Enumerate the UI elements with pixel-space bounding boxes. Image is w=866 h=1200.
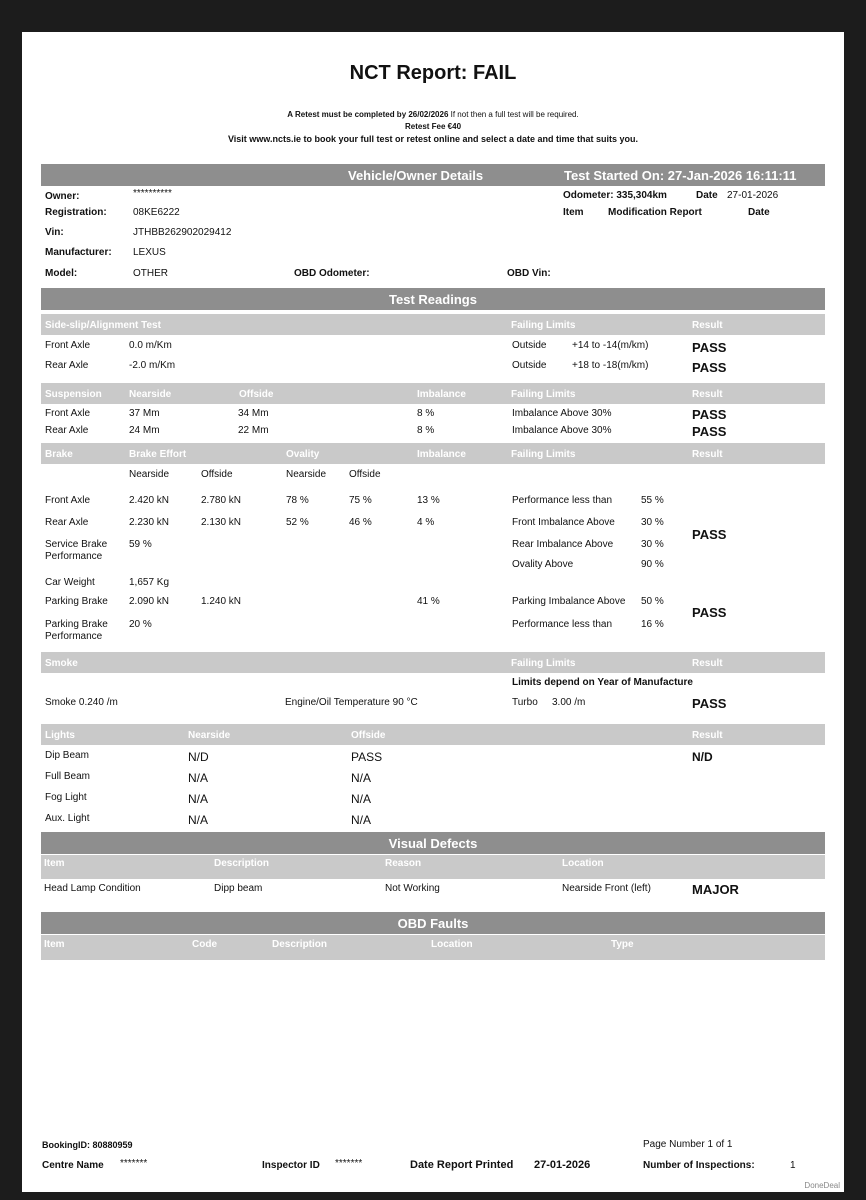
turbo-label: Turbo: [512, 697, 538, 708]
defects-col-reason: Reason: [385, 858, 422, 869]
suspension-front-off: 34 Mm: [238, 408, 269, 419]
retest-condition: If not then a full test will be required.: [448, 110, 579, 119]
turbo-value: 3.00 /m: [552, 697, 586, 708]
suspension-front-result: PASS: [692, 407, 727, 422]
brake-limit-1-value: 30 %: [641, 517, 664, 528]
brake-result: Result: [692, 449, 723, 460]
item-label: Item: [563, 207, 584, 218]
brake-header: [41, 443, 825, 464]
modification-report-label: Modification Report: [608, 207, 702, 218]
service-brake-label-1: Service Brake: [45, 539, 108, 550]
engine-temperature: Engine/Oil Temperature 90 °C: [285, 697, 418, 708]
brake-limit-2-value: 30 %: [641, 539, 664, 550]
defects-col-location: Location: [562, 858, 604, 869]
brake-limit-0-label: Performance less than: [512, 495, 613, 506]
odometer: Odometer: 335,304km: [563, 190, 667, 201]
manufacturer-label: Manufacturer:: [45, 247, 112, 258]
brake-limit-0-value: 55 %: [641, 495, 664, 506]
suspension-rear-limit: Imbalance Above 30%: [512, 425, 612, 436]
dip-beam-result: N/D: [692, 750, 713, 764]
parking-perf-label-2: Performance: [45, 631, 103, 642]
parking-brake-near: 2.090 kN: [129, 596, 170, 607]
page-title: NCT Report: FAIL: [349, 62, 517, 84]
sideslip-heading: Side-slip/Alignment Test: [45, 320, 161, 331]
aux-light-near: N/A: [188, 813, 209, 827]
smoke-heading: Smoke: [45, 658, 78, 669]
parking-brake-imbalance: 41 %: [417, 596, 440, 607]
obd-col-location: Location: [431, 939, 473, 950]
obd-faults-columns: [41, 935, 825, 960]
brake-rear-near: 2.230 kN: [129, 517, 170, 528]
visual-defects-title: Visual Defects: [388, 836, 478, 851]
smoke-limits-note: Limits depend on Year of Manufacture: [512, 677, 693, 688]
sideslip-rear-result: PASS: [692, 360, 727, 375]
date-label: Date: [696, 190, 718, 201]
sideslip-rear-limit-b: +18 to -18(m/km): [572, 360, 649, 371]
retest-fee: Retest Fee €40: [404, 122, 462, 131]
suspension-failing-limits: Failing Limits: [511, 389, 576, 400]
inspections-value: 1: [790, 1160, 796, 1171]
retest-notice: [22, 110, 844, 119]
centre-name-label: Centre Name: [42, 1160, 104, 1171]
defect-item: Head Lamp Condition: [44, 883, 141, 894]
obd-odometer-label: OBD Odometer:: [294, 268, 370, 279]
dip-beam-label: Dip Beam: [45, 750, 89, 761]
lights-nearside: Nearside: [188, 730, 231, 741]
inspector-id-label: Inspector ID: [262, 1160, 320, 1171]
brake-rear-off: 2.130 kN: [201, 517, 242, 528]
visual-defects-header: [41, 832, 825, 854]
brake-ovality: Ovality: [286, 449, 320, 460]
obd-faults-title: OBD Faults: [397, 916, 469, 931]
suspension-front-label: Front Axle: [45, 408, 91, 419]
suspension-offside: Offside: [239, 389, 274, 400]
sideslip-front-limit-b: +14 to -14(m/km): [572, 340, 649, 351]
sideslip-rear-value: -2.0 m/Km: [129, 360, 176, 371]
booking-instructions: Visit www.ncts.ie to book your full test or retest online and select a date and time that suits you.: [227, 134, 639, 144]
lights-header: [41, 724, 825, 745]
sideslip-rear-limit-a: Outside: [512, 360, 547, 371]
defect-location: Nearside Front (left): [562, 883, 651, 894]
lights-heading: Lights: [45, 730, 75, 741]
brake-limit-3-label: Ovality Above: [512, 559, 574, 570]
test-started: Test Started On: 27-Jan-2026 16:11:11: [564, 168, 797, 183]
defect-description: Dipp beam: [214, 883, 263, 894]
suspension-nearside: Nearside: [129, 389, 172, 400]
brake-rear-label: Rear Axle: [45, 517, 89, 528]
lights-result: Result: [692, 730, 723, 741]
vehicle-owner-header: [41, 164, 825, 186]
owner-value: **********: [133, 188, 172, 199]
parking-brake-off: 1.240 kN: [201, 596, 242, 607]
report-page: [22, 32, 844, 1192]
ovality-rear-off: 46 %: [349, 517, 372, 528]
car-weight-label: Car Weight: [45, 577, 95, 588]
obd-col-item: Item: [44, 939, 65, 950]
defects-col-item: Item: [44, 858, 65, 869]
brake-failing-limits: Failing Limits: [511, 449, 576, 460]
sideslip-rear-label: Rear Axle: [45, 360, 89, 371]
sideslip-header: [41, 314, 825, 335]
parking-limit-1-label: Performance less than: [512, 619, 613, 630]
service-brake-value: 59 %: [129, 539, 152, 550]
full-beam-off: N/A: [351, 771, 372, 785]
brake-limit-3-value: 90 %: [641, 559, 664, 570]
booking-id: BookingID: 80880959: [42, 1140, 133, 1150]
dip-beam-off: PASS: [351, 750, 383, 764]
suspension-rear-near: 24 Mm: [129, 425, 160, 436]
lights-offside: Offside: [351, 730, 386, 741]
visual-defects-columns: [41, 855, 825, 879]
vehicle-owner-title: Vehicle/Owner Details: [348, 168, 484, 183]
brake-sub-nearside: Nearside: [129, 469, 170, 480]
sideslip-front-value: 0.0 m/Km: [129, 340, 172, 351]
fog-light-label: Fog Light: [45, 792, 87, 803]
suspension-front-limit: Imbalance Above 30%: [512, 408, 612, 419]
smoke-result: Result: [692, 658, 723, 669]
brake-heading: Brake: [45, 449, 73, 460]
ovality-front-off: 75 %: [349, 495, 372, 506]
aux-light-off: N/A: [351, 813, 372, 827]
smoke-header: [41, 652, 825, 673]
smoke-failing-limits: Failing Limits: [511, 658, 576, 669]
suspension-header: [41, 383, 825, 404]
brake-limit-2-label: Rear Imbalance Above: [512, 539, 614, 550]
date-printed-label: Date Report Printed: [410, 1159, 514, 1171]
sideslip-failing-limits: Failing Limits: [511, 320, 576, 331]
vin-value: JTHBB262902029412: [133, 227, 232, 238]
fog-light-near: N/A: [188, 792, 209, 806]
brake-imbalance: Imbalance: [417, 449, 466, 460]
obd-vin-label: OBD Vin:: [507, 268, 551, 279]
full-beam-near: N/A: [188, 771, 209, 785]
brake-front-near: 2.420 kN: [129, 495, 170, 506]
parking-brake-label: Parking Brake: [45, 596, 108, 607]
brake-front-off: 2.780 kN: [201, 495, 242, 506]
obd-faults-header: [41, 912, 825, 934]
suspension-front-near: 37 Mm: [129, 408, 160, 419]
centre-name-value: *******: [120, 1158, 148, 1169]
test-readings-header: [41, 288, 825, 310]
brake-sub-offside: Offside: [201, 469, 233, 480]
defects-col-description: Description: [214, 858, 270, 869]
brake-rear-imbalance: 4 %: [417, 517, 435, 528]
suspension-result: Result: [692, 389, 723, 400]
aux-light-label: Aux. Light: [45, 813, 90, 824]
service-brake-label-2: Performance: [45, 551, 103, 562]
parking-limit-0-label: Parking Imbalance Above: [512, 596, 626, 607]
watermark: DoneDeal: [804, 1181, 840, 1190]
ovality-front-near: 78 %: [286, 495, 309, 506]
suspension-rear-label: Rear Axle: [45, 425, 89, 436]
smoke-value: Smoke 0.240 /m: [45, 697, 118, 708]
inspections-label: Number of Inspections:: [643, 1160, 755, 1171]
model-value: OTHER: [133, 268, 168, 279]
ovality-sub-nearside: Nearside: [286, 469, 327, 480]
car-weight-value: 1,657 Kg: [129, 577, 170, 588]
fog-light-off: N/A: [351, 792, 372, 806]
obd-col-description: Description: [272, 939, 328, 950]
parking-limit-1-value: 16 %: [641, 619, 664, 630]
sideslip-front-result: PASS: [692, 340, 727, 355]
defect-reason: Not Working: [385, 883, 440, 894]
obd-col-type: Type: [611, 939, 634, 950]
vin-label: Vin:: [45, 227, 64, 238]
obd-col-code: Code: [192, 939, 217, 950]
brake-limit-1-label: Front Imbalance Above: [512, 517, 615, 528]
smoke-result-value: PASS: [692, 696, 727, 711]
dip-beam-near: N/D: [188, 750, 209, 764]
suspension-heading: Suspension: [45, 389, 102, 400]
suspension-front-imbalance: 8 %: [417, 408, 435, 419]
parking-perf-value: 20 %: [129, 619, 152, 630]
inspector-id-value: *******: [335, 1158, 363, 1169]
brake-front-imbalance: 13 %: [417, 495, 440, 506]
registration-value: 08KE6222: [133, 207, 180, 218]
full-beam-label: Full Beam: [45, 771, 91, 782]
date-value: 27-01-2026: [727, 190, 779, 201]
brake-result-2: PASS: [692, 605, 727, 620]
ovality-rear-near: 52 %: [286, 517, 309, 528]
sideslip-result: Result: [692, 320, 723, 331]
modification-date-label: Date: [748, 207, 770, 218]
page-number: Page Number 1 of 1: [643, 1139, 733, 1150]
suspension-rear-result: PASS: [692, 424, 727, 439]
manufacturer-value: LEXUS: [133, 247, 166, 258]
parking-perf-label-1: Parking Brake: [45, 619, 108, 630]
parking-limit-0-value: 50 %: [641, 596, 664, 607]
sideslip-front-label: Front Axle: [45, 340, 91, 351]
brake-effort: Brake Effort: [129, 449, 187, 460]
suspension-rear-off: 22 Mm: [238, 425, 269, 436]
owner-label: Owner:: [45, 191, 80, 202]
brake-result-1: PASS: [692, 527, 727, 542]
sideslip-front-limit-a: Outside: [512, 340, 547, 351]
defect-severity: MAJOR: [692, 882, 739, 897]
ovality-sub-offside: Offside: [349, 469, 381, 480]
retest-deadline: A Retest must be completed by 26/02/2026: [287, 110, 449, 119]
test-readings-title: Test Readings: [389, 292, 477, 307]
model-label: Model:: [45, 268, 78, 279]
suspension-rear-imbalance: 8 %: [417, 425, 435, 436]
registration-label: Registration:: [45, 207, 107, 218]
date-printed-value: 27-01-2026: [534, 1159, 591, 1171]
suspension-imbalance: Imbalance: [417, 389, 466, 400]
brake-front-label: Front Axle: [45, 495, 91, 506]
